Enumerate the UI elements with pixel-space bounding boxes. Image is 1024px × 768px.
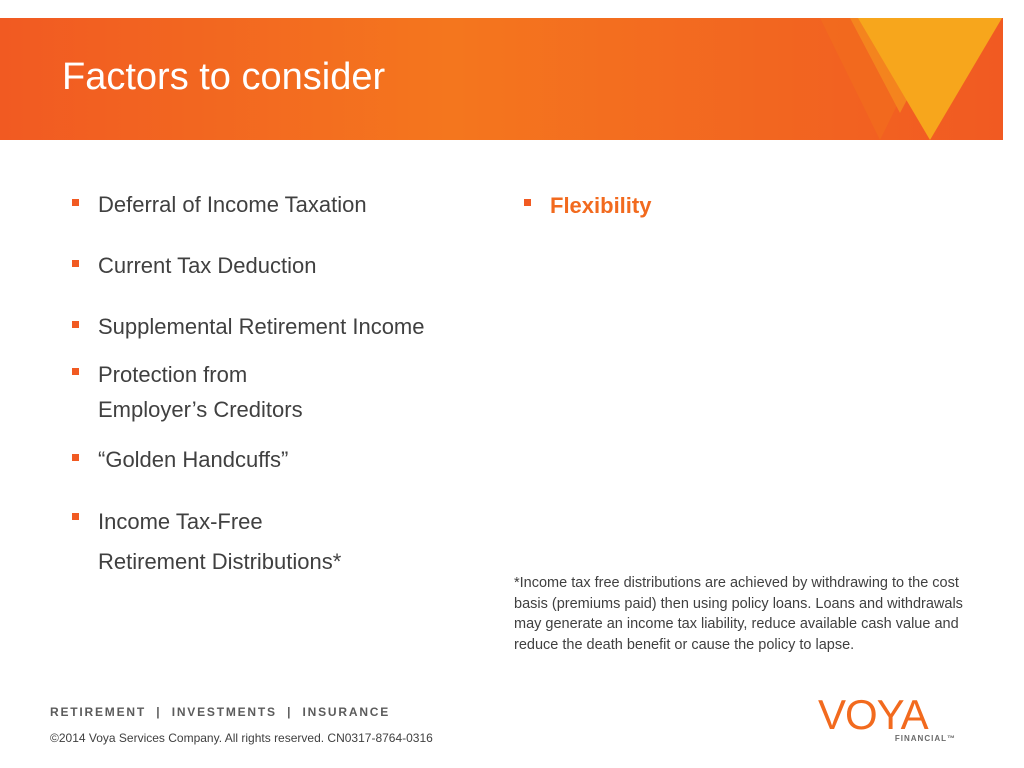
square-bullet-icon: [72, 260, 79, 267]
square-bullet-icon: [72, 321, 79, 328]
square-bullet-icon: [524, 199, 531, 206]
logo-subtext: FINANCIAL™: [894, 734, 956, 743]
square-bullet-icon: [72, 368, 79, 375]
right-bullet-list: [516, 189, 816, 222]
voya-logo: [818, 691, 978, 744]
list-item: [64, 502, 504, 581]
bullet-text: Employer’s Creditors: [98, 397, 303, 423]
list-item: [64, 188, 504, 221]
bullet-text: Retirement Distributions*: [98, 548, 342, 574]
bullet-text: Current Tax Deduction: [98, 253, 317, 278]
chevron-decoration-icon: [858, 18, 1002, 140]
square-bullet-icon: [72, 199, 79, 206]
bullet-text: Supplemental Retirement Income: [98, 314, 425, 339]
list-item: [64, 310, 504, 343]
list-item: [64, 357, 504, 427]
square-bullet-icon: [72, 454, 79, 461]
bullet-text: Income Tax-Free: [98, 509, 263, 535]
slide-title: Factors to consider: [62, 56, 386, 98]
bullet-text: Deferral of Income Taxation: [98, 192, 367, 217]
bullet-text: “Golden Handcuffs”: [98, 447, 289, 473]
footnote: *Income tax free distributions are achieved by withdrawing to the cost basis (premiums paid) then using policy loans. Loans and withdrawals may generate an income tax liability, reduce available cash value and reduce the death benefit or cause the policy to lapse.: [514, 575, 963, 653]
logo-wordmark: VOYA: [818, 691, 928, 738]
footer-tagline: RETIREMENT | INVESTMENTS | INSURANCE: [50, 705, 391, 719]
footer-copyright: ©2014 Voya Services Company. All rights reserved. CN0317-8764-0316: [50, 731, 433, 745]
list-item: [516, 189, 816, 222]
bullet-text: Flexibility: [550, 193, 652, 218]
bullet-text: Protection from: [98, 362, 248, 387]
square-bullet-icon: [72, 513, 79, 520]
list-item: [64, 443, 504, 476]
list-item: [64, 249, 504, 282]
left-bullet-list: [64, 188, 504, 582]
